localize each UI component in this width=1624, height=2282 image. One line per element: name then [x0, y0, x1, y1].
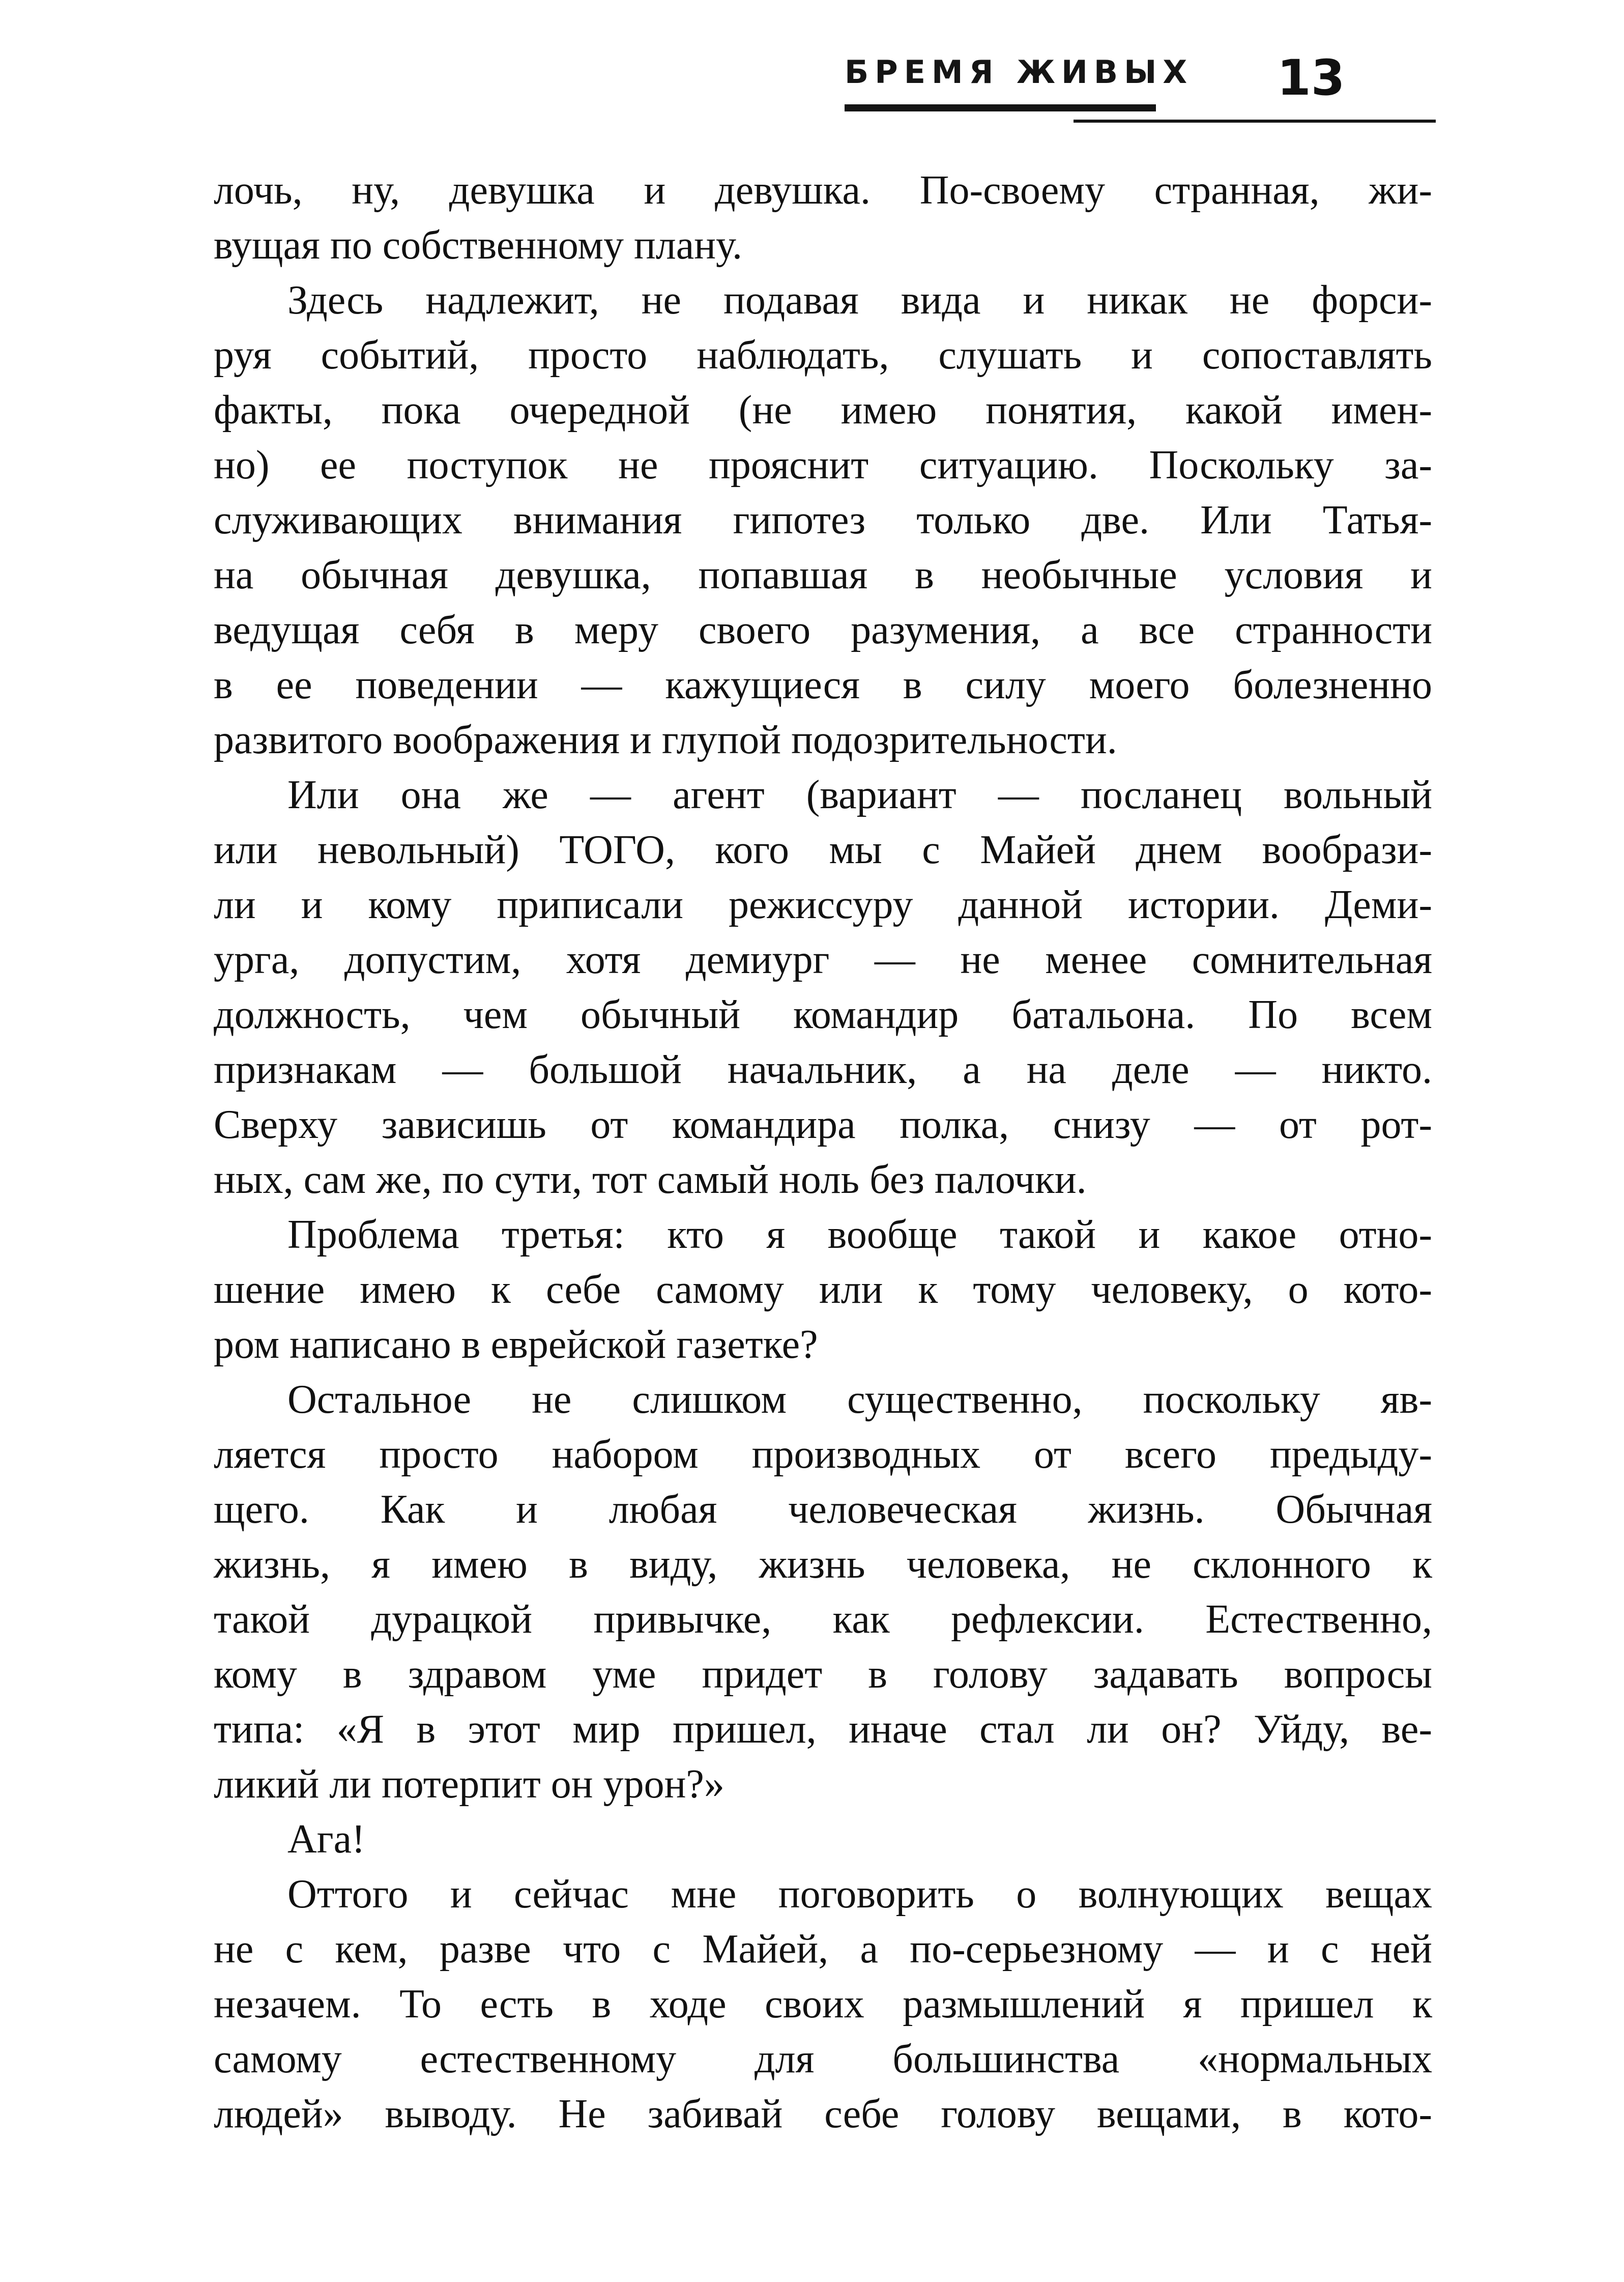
- text-line: Или она же — агент (вариант — посланец вольный: [287, 773, 1432, 817]
- text-line: служивающих внимания гипотез только две. Или Татья-: [214, 498, 1432, 543]
- text-line: вущая по собственному плану.: [214, 223, 743, 268]
- text-line: ли и кому приписали режиссуру данной истории. Деми-: [214, 882, 1432, 927]
- page-number: 13: [1277, 49, 1345, 106]
- text-line: Оттого и сейчас мне поговорить о волнующих вещах: [287, 1872, 1432, 1917]
- text-line: ведущая себя в меру своего разумения, а все странности: [214, 608, 1432, 652]
- text-line: развитого воображения и глупой подозрительности.: [214, 718, 1117, 762]
- running-head: БРЕМЯ ЖИВЫХ: [845, 53, 1194, 91]
- text-line: людей» выводу. Не забивай себе голову вещами, в кото-: [214, 2092, 1432, 2136]
- text-line: или невольный) ТОГО, кого мы с Майей днем вообрази-: [214, 828, 1432, 872]
- text-line: лочь, ну, девушка и девушка. По-своему странная, жи-: [214, 168, 1432, 213]
- body-text: [214, 163, 1432, 2142]
- text-line: Здесь надлежит, не подавая вида и никак не форси-: [287, 278, 1432, 323]
- text-line: в ее поведении — кажущиеся в силу моего болезненно: [214, 663, 1432, 707]
- text-line: ных, сам же, по сути, тот самый ноль без палочки.: [214, 1157, 1087, 1202]
- text-line: факты, пока очередной (не имею понятия, какой имен-: [214, 388, 1432, 433]
- text-line: признакам — большой начальник, а на деле — никто.: [214, 1047, 1432, 1092]
- text-line: Ага!: [287, 1817, 365, 1862]
- text-line: жизнь, я имею в виду, жизнь человека, не склонного к: [214, 1542, 1432, 1587]
- text-line: не с кем, разве что с Майей, а по-серьезному — и с ней: [214, 1927, 1432, 1972]
- text-line: незачем. То есть в ходе своих размышлений я пришел к: [214, 1982, 1432, 2027]
- text-line: кому в здравом уме придет в голову задавать вопросы: [214, 1652, 1432, 1697]
- header-rule: [1074, 120, 1436, 123]
- text-line: шение имею к себе самому или к тому человеку, о кото-: [214, 1267, 1432, 1312]
- page-header: [845, 48, 1437, 130]
- text-line: такой дурацкой привычке, как рефлексии. Естественно,: [214, 1597, 1432, 1642]
- text-line: но) ее поступок не прояснит ситуацию. Поскольку за-: [214, 443, 1432, 488]
- text-line: Сверху зависишь от командира полка, снизу — от рот-: [214, 1102, 1432, 1147]
- text-line: типа: «Я в этот мир пришел, иначе стал ли он? Уйду, ве-: [214, 1707, 1432, 1752]
- text-line: на обычная девушка, попавшая в необычные условия и: [214, 553, 1432, 597]
- text-line: Остальное не слишком существенно, поскольку яв-: [287, 1377, 1432, 1422]
- text-line: должность, чем обычный командир батальона. По всем: [214, 992, 1432, 1037]
- text-line: ляется просто набором производных от всего предыду-: [214, 1432, 1432, 1477]
- text-line: руя событий, просто наблюдать, слушать и сопоставлять: [214, 333, 1432, 378]
- text-line: щего. Как и любая человеческая жизнь. Обычная: [214, 1487, 1432, 1532]
- text-line: ликий ли потерпит он урон?»: [214, 1762, 724, 1807]
- text-line: урга, допустим, хотя демиург — не менее сомнительная: [214, 937, 1432, 982]
- running-head-underline: [845, 104, 1156, 111]
- text-line: самому естественному для большинства «нормальных: [214, 2037, 1432, 2081]
- text-line: ром написано в еврейской газетке?: [214, 1322, 818, 1367]
- text-line: Проблема третья: кто я вообще такой и какое отно-: [287, 1212, 1432, 1257]
